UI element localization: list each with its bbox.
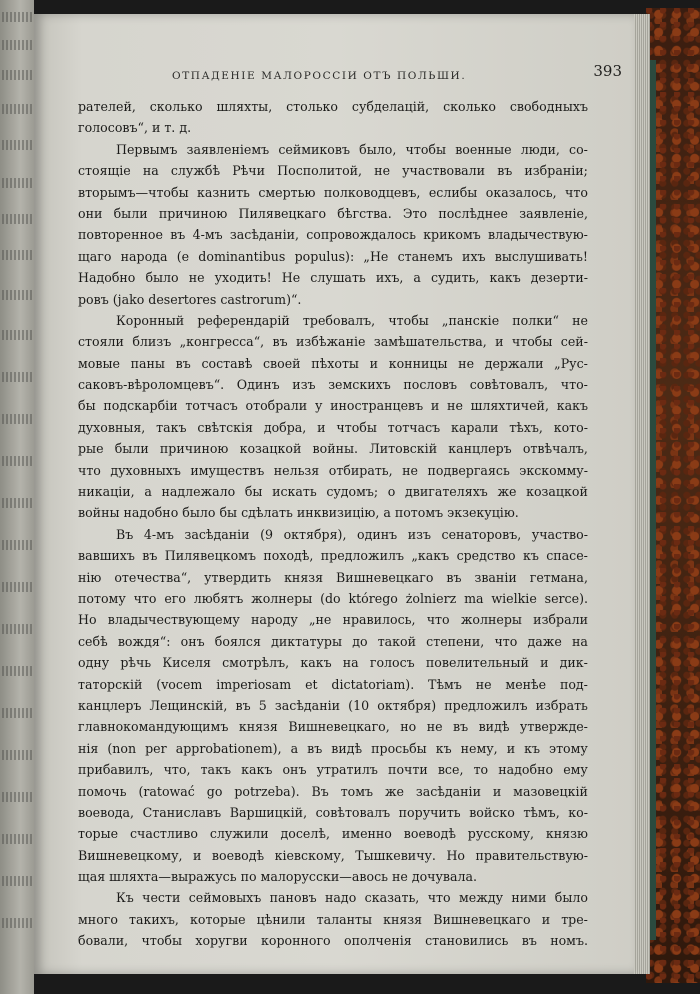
- text-line: рые были причиною козацкой войны. Литовскій канцлеръ отвѣчалъ,: [78, 441, 588, 457]
- text-line: голосовъ“, и т. д.: [78, 120, 192, 136]
- text-line: много такихъ, которые цѣнили таланты князя Вишневецкаго и тре-: [78, 911, 588, 927]
- text-line: вторымъ—чтобы казнить смертью полководцевъ, еслибы оказалось, что: [78, 184, 588, 200]
- text-line: Вишневецкому, и воеводѣ кіевскому, Тышкевичу. Но правительствую-: [78, 847, 588, 863]
- text-line: мовые паны въ составѣ своей пѣхоты и конницы не держали „Рус-: [78, 355, 588, 371]
- text-line: торые счастливо служили доселѣ, именно воеводѣ русскому, князю: [78, 826, 588, 842]
- text-line: таторскій (vocem imperiosam et dictatoriam). Тѣмъ не менѣе под-: [78, 676, 588, 692]
- text-line: бовали, чтобы хоругви коронного ополченія становились въ номъ.: [78, 933, 588, 949]
- text-line: стояли близъ „конгресса“, въ избѣжаніе замѣшательства, и чтобы сей-: [78, 334, 588, 350]
- text-line: что духовныхъ имуществъ нельзя отбирать, не подвергаясь экскомму-: [78, 462, 588, 478]
- text-line: Первымъ заявленіемъ сеймиковъ было, чтобы военные люди, со-: [116, 141, 588, 157]
- text-line: никаціи, а надлежало бы искать судомъ; о двигателяхъ же козацкой: [78, 484, 588, 500]
- book-page: [34, 14, 634, 974]
- body-text: [78, 96, 588, 952]
- text-line: Въ 4-мъ засѣданіи (9 октября), одинъ изъ сенаторовъ, участво-: [116, 526, 588, 542]
- text-line: Но владычествующему народу „не нравилось, что жолнеры избрали: [78, 612, 588, 628]
- text-line: главнокомандующимъ князя Вишневецкаго, но не въ видѣ утвержде-: [78, 719, 588, 735]
- text-line: Коронный референдарій требовалъ, чтобы „панскіе полки“ не: [116, 312, 588, 328]
- text-line: прибавилъ, что, такъ какъ онъ утратилъ почти все, то надобно ему: [78, 762, 588, 778]
- text-line: саковъ-вѣроломцевъ“. Одинъ изъ земскихъ пословъ совѣтовалъ, что-: [78, 377, 588, 393]
- text-line: себѣ вождя“: онъ боялся диктатуры до такой степени, что даже на: [78, 633, 588, 649]
- text-line: нію отечества“, утвердить князя Вишневецкаго въ званіи гетмана,: [78, 569, 588, 585]
- text-line: стоящіе на службѣ Рѣчи Посполитой, не участвовали въ избраніи;: [78, 163, 588, 179]
- text-line: бы подскарбіи тотчасъ отобрали у иностранцевъ и не шляхтичей, какъ: [78, 398, 588, 414]
- text-line: воевода, Станиславъ Варшицкій, совѣтовалъ поручить войско тѣмъ, ко-: [78, 804, 588, 820]
- text-line: потому что его любятъ жолнеры (do którego żolnierz ma wielkie serce).: [78, 590, 588, 606]
- text-line: щаго народа (e dominantibus populus): „Не станемъ ихъ выслушивать!: [78, 248, 588, 264]
- text-line: помочь (ratować go potrzeba). Въ томъ же засѣданіи и мазовецкій: [78, 783, 588, 799]
- page-number: 393: [593, 62, 622, 80]
- text-line: повторенное въ 4-мъ засѣданіи, сопровождалось крикомъ владычествую-: [78, 227, 588, 243]
- text-line: они были причиною Пилявецкаго бѣгства. Это послѣднее заявленіе,: [78, 205, 588, 221]
- text-line: ровъ (jako desertores castrorum)“.: [78, 291, 302, 307]
- text-line: духовныя, такъ свѣтскія добра, и чтобы тотчасъ карали тѣхъ, кото-: [78, 419, 588, 435]
- text-line: Къ чести сеймовыхъ пановъ надо сказать, что между ними было: [116, 890, 588, 906]
- text-line: рателей, сколько шляхты, столько субделацій, сколько свободныхъ: [78, 99, 588, 114]
- text-line: одну рѣчь Киселя смотрѣлъ, какъ на голосъ повелительный и дик-: [78, 655, 588, 671]
- text-line: войны надобно было бы сдѣлать инквизицію, а потомъ экзекуцію.: [78, 505, 519, 521]
- text-line: щая шляхта—выражусь по малорусски—авось не дочувала.: [78, 869, 478, 885]
- text-line: Надобно было не уходить! Не слушать ихъ, а судить, какъ дезерти-: [78, 270, 588, 286]
- text-line: канцлеръ Лещинскій, въ 5 засѣданіи (10 октября) предложилъ избрать: [78, 697, 588, 713]
- text-line: нія (non per approbationem), а въ видѣ просьбы къ нему, и къ этому: [78, 740, 588, 756]
- page-header: [172, 62, 622, 86]
- running-title: ОТПАДЕНІЕ МАЛОРОССІИ ОТЪ ПОЛЬШИ.: [172, 70, 467, 82]
- facing-page-edge: [0, 0, 34, 994]
- text-line: вавшихъ въ Пилявецкомъ походѣ, предложилъ „какъ средство къ спасе-: [78, 548, 588, 564]
